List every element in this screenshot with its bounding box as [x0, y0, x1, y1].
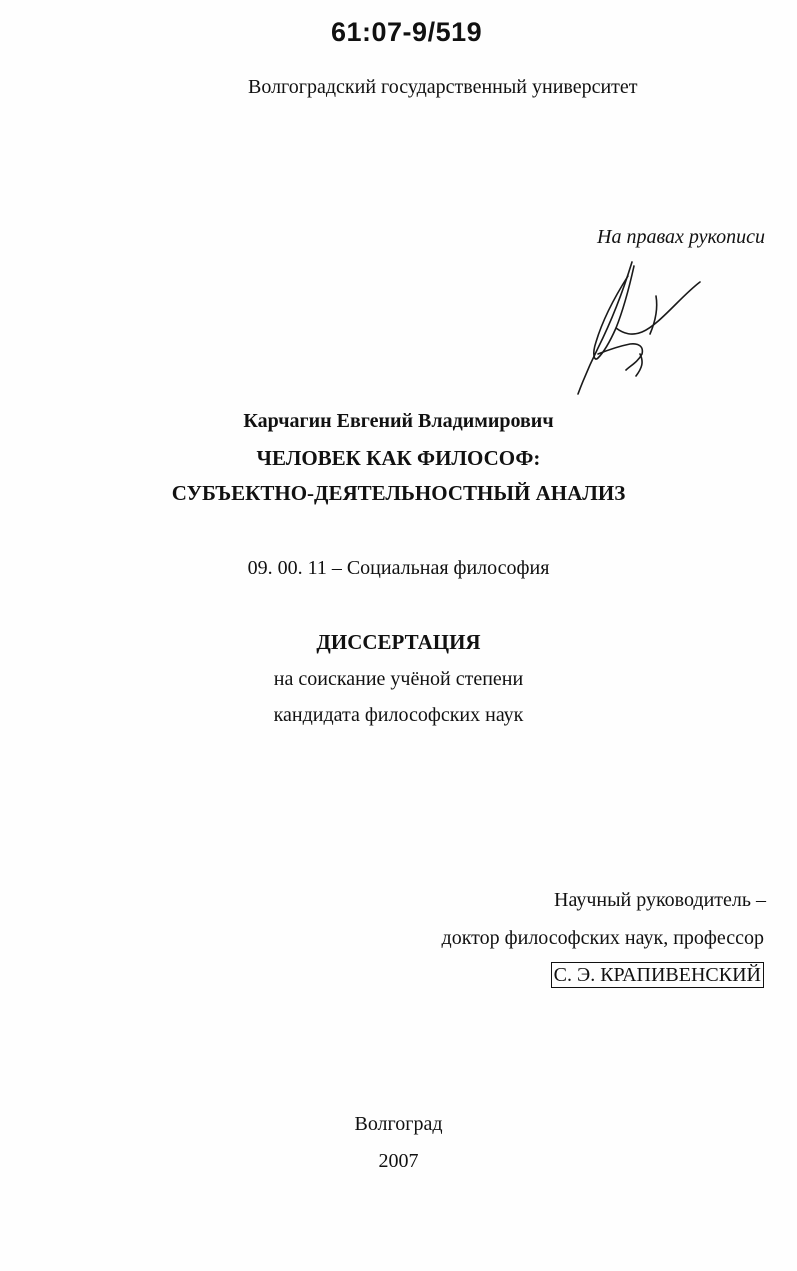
university-name: Волгоградский государственный университет — [248, 76, 638, 98]
city: Волгоград — [354, 1113, 443, 1135]
degree-line-1: на соискание учёной степени — [273, 668, 524, 690]
signature-image — [572, 258, 704, 398]
author-name: Карчагин Евгений Владимирович — [243, 410, 554, 432]
document-type: ДИССЕРТАЦИЯ — [316, 630, 481, 654]
thesis-title-line-1: ЧЕЛОВЕК КАК ФИЛОСОФ: — [256, 446, 541, 470]
specialty-code: 09. 00. 11 – Социальная философия — [247, 557, 550, 579]
supervisor-name: С. Э. КРАПИВЕНСКИЙ — [551, 962, 764, 988]
thesis-title-line-2: СУБЪЕКТНО-ДЕЯТЕЛЬНОСТНЫЙ АНАЛИЗ — [171, 481, 626, 505]
degree-line-2: кандидата философских наук — [273, 704, 524, 726]
rights-note: На правах рукописи — [597, 226, 765, 248]
archive-code: 61:07-9/519 — [331, 17, 483, 47]
supervisor-label: Научный руководитель – — [554, 889, 766, 911]
supervisor-title: доктор философских наук, профессор — [441, 927, 764, 949]
year: 2007 — [378, 1150, 419, 1172]
